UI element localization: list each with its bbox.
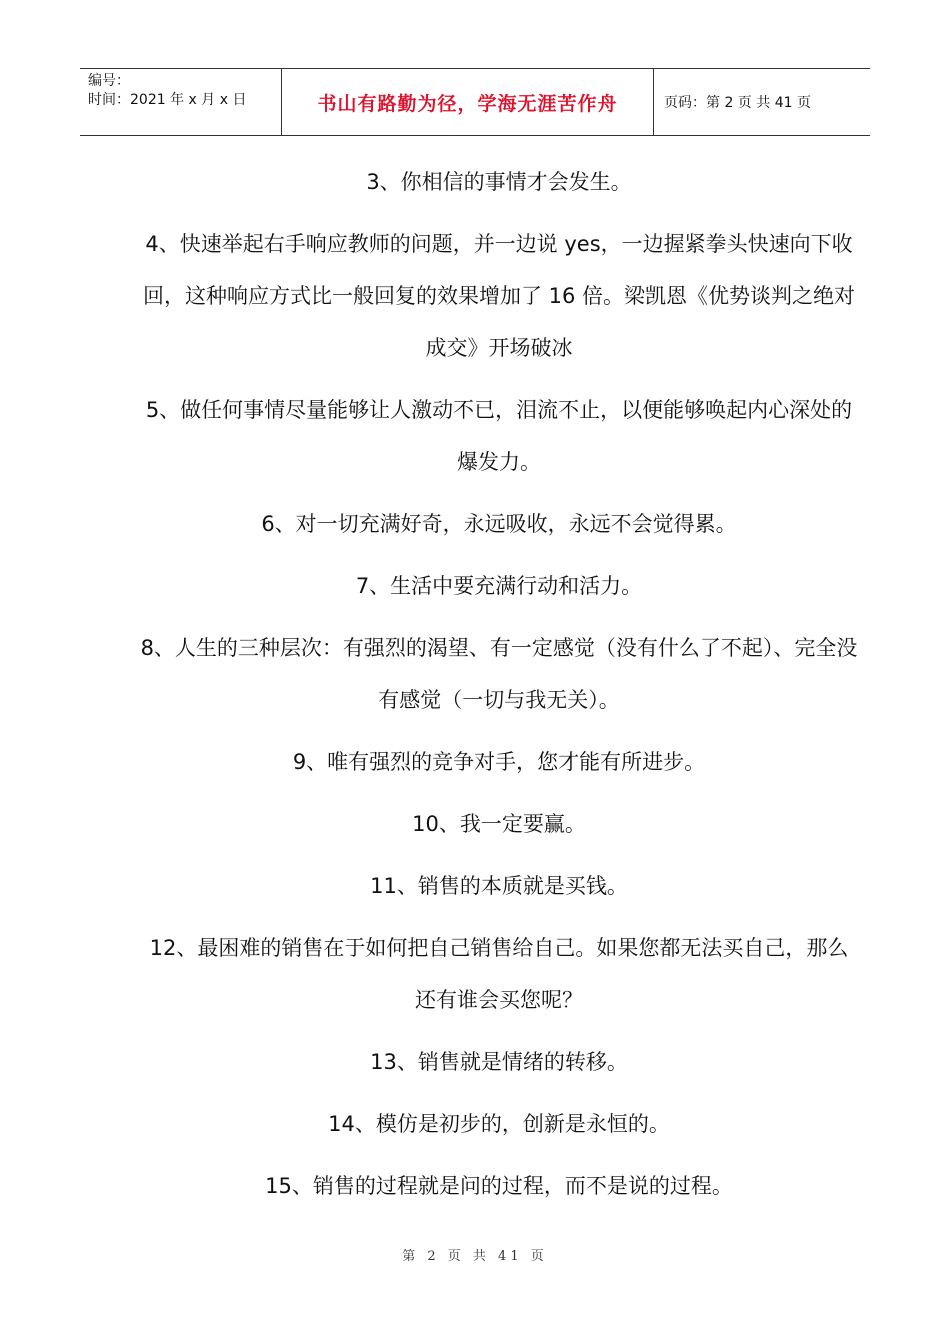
paragraph: 12、最困难的销售在于如何把自己销售给自己。如果您都无法买自己，那么还有谁会买您呢？ xyxy=(149,936,849,1012)
header-page-info: 页码：第 2 页 共 41 页 xyxy=(664,95,811,111)
paragraph: 11、销售的本质就是买钱。 xyxy=(370,874,628,898)
paragraph: 4、快速举起右手响应教师的问题，并一边说 yes，一边握紧拳头快速向下收回，这种响应方式比一般回复的效果增加了 16 倍。梁凯恩《优势谈判之绝对成交》开场破冰 xyxy=(142,232,856,360)
paragraph: 7、生活中要充满行动和活力。 xyxy=(355,574,643,598)
paragraph: 6、对一切充满好奇，永远吸收，永远不会觉得累。 xyxy=(261,512,737,536)
paragraph: 3、你相信的事情才会发生。 xyxy=(366,170,632,194)
paragraph: 10、我一定要赢。 xyxy=(412,812,586,836)
paragraph: 5、做任何事情尽量能够让人激动不已，泪流不止，以便能够唤起内心深处的爆发力。 xyxy=(145,398,853,474)
time-label: 时间：2021 年 x 月 x 日 xyxy=(88,92,247,108)
page-header xyxy=(80,68,870,136)
page-footer: 第 2 页 共 41 页 xyxy=(402,1249,548,1264)
paragraph: 14、模仿是初步的，创新是永恒的。 xyxy=(328,1112,670,1136)
number-label: 编号： xyxy=(88,73,130,89)
paragraph: 8、人生的三种层次：有强烈的渴望、有一定感觉（没有什么了不起）、完全没有感觉（一切与我无关）。 xyxy=(140,636,858,712)
header-motto: 书山有路勤为径，学海无涯苦作舟 xyxy=(282,69,654,135)
paragraph: 15、销售的过程就是问的过程，而不是说的过程。 xyxy=(265,1174,733,1198)
paragraph: 9、唯有强烈的竞争对手，您才能有所进步。 xyxy=(292,750,706,774)
header-meta xyxy=(80,69,282,135)
paragraph: 13、销售就是情绪的转移。 xyxy=(370,1050,628,1074)
document-body xyxy=(140,156,858,1222)
